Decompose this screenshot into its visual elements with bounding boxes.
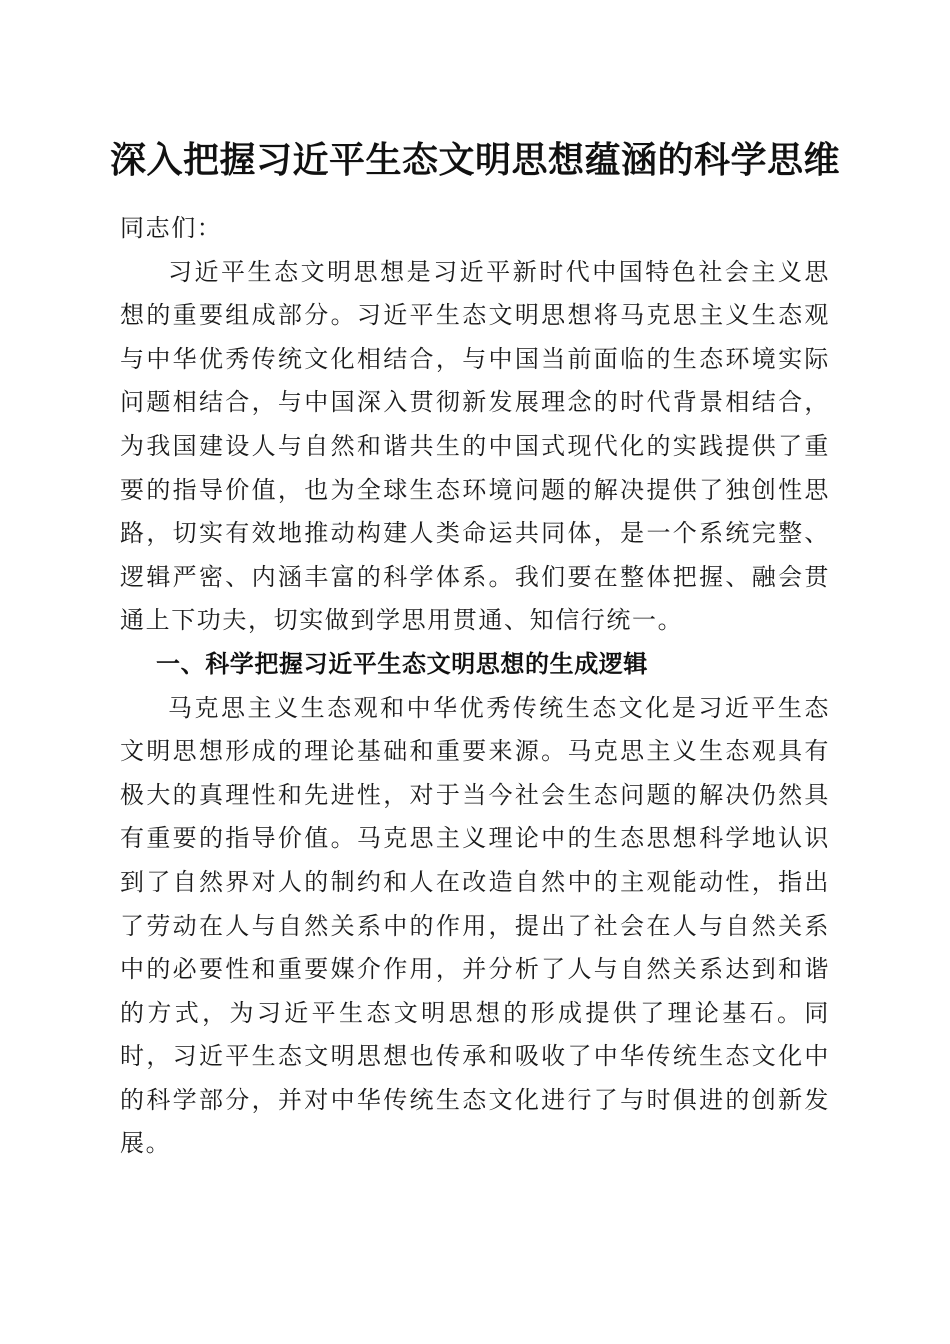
intro-paragraph: 习近平生态文明思想是习近平新时代中国特色社会主义思想的重要组成部分。习近平生态文明思想将马克思主义生态观与中华优秀传统文化相结合，与中国当前面临的生态环境实际问题相结合，与中国深入贯彻新发展理念的时代背景相结合，为我国建设人与自然和谐共生的中国式现代化的实践提供了重要的指导价值，也为全球生态环境问题的解决提供了独创性思路，切实有效地推动构建人类命运共同体，是一个系统完整、逻辑严密、内涵丰富的科学体系。我们要在整体把握、融会贯通上下功夫，切实做到学思用贯通、知信行统一。 bbox=[120, 257, 830, 635]
document-body bbox=[120, 207, 830, 1166]
salutation: 同志们： bbox=[120, 214, 223, 242]
section-heading: 一、科学把握习近平生态文明思想的生成逻辑 bbox=[156, 649, 648, 678]
document-title: 深入把握习近平生态文明思想蕴涵的科学思维 bbox=[109, 140, 840, 181]
section-paragraph: 马克思主义生态观和中华优秀传统生态文化是习近平生态文明思想形成的理论基础和重要来源。马克思主义生态观具有极大的真理性和先进性，对于当今社会生态问题的解决仍然具有重要的指导价值。马克思主义理论中的生态思想科学地认识到了自然界对人的制约和人在改造自然中的主观能动性，指出了劳动在人与自然关系中的作用，提出了社会在人与自然关系中的必要性和重要媒介作用，并分析了人与自然关系达到和谐的方式，为习近平生态文明思想的形成提供了理论基石。同时，习近平生态文明思想也传承和吸收了中华传统生态文化中的科学部分，并对中华传统生态文化进行了与时俱进的创新发展。 bbox=[120, 693, 830, 1158]
